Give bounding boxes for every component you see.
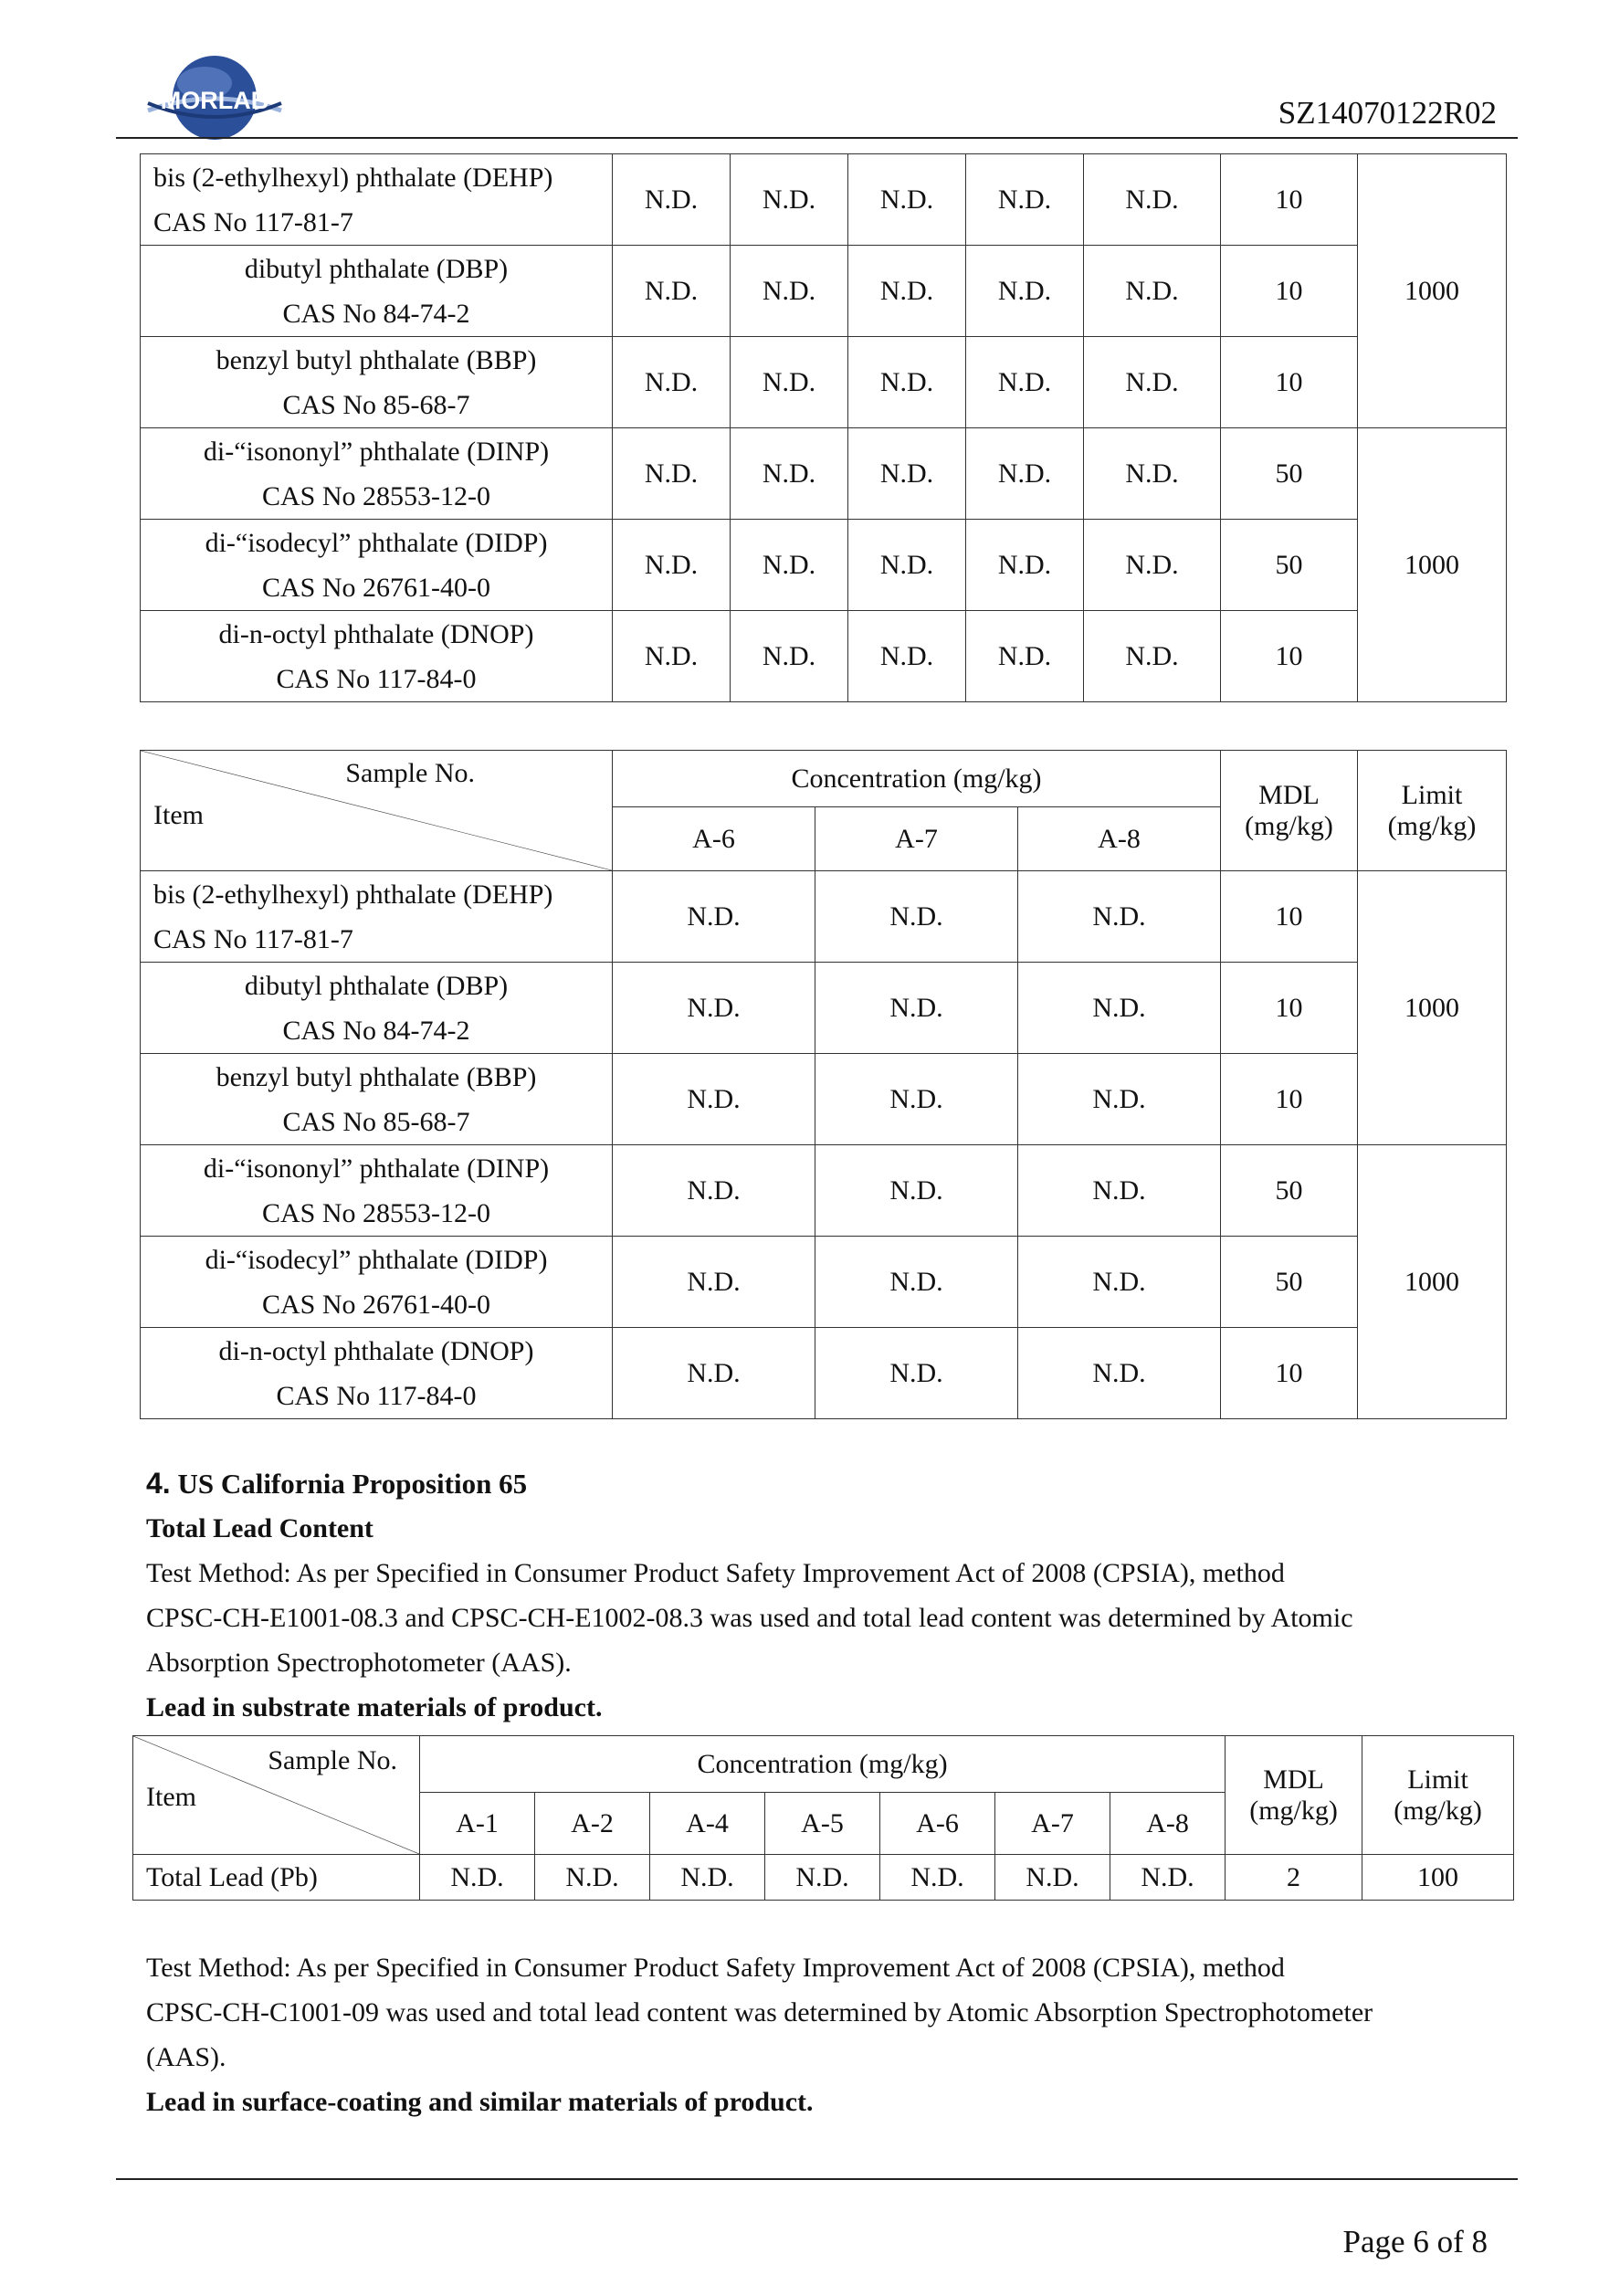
cas-number: CAS No 117-84-0 [276,1380,477,1411]
substance-cell [141,1145,613,1237]
result-cell: N.D. [966,246,1084,337]
substance-name: benzyl butyl phthalate (BBP) [216,344,537,375]
table-row [141,611,1507,702]
substance-name: di-“isodecyl” phthalate (DIDP) [205,1244,548,1275]
result-cell: N.D. [995,1855,1110,1901]
cas-number: CAS No 117-84-0 [276,663,477,694]
result-cell: N.D. [966,337,1084,428]
method-text-2: Test Method: As per Specified in Consumer Product Safety Improvement Act of 2008 (CPSIA), method CPSC-CH-C1001-09 was used and total lead content was determined by Atomic Absorption Spectrophotometer (AAS). [146,1953,1373,2072]
result-cell: N.D. [420,1855,535,1901]
table-row [141,337,1507,428]
table-row [133,1855,1514,1901]
sample-header: A-6 [613,807,815,871]
result-cell: N.D. [1084,520,1221,611]
result-cell: N.D. [966,611,1084,702]
sample-header: A-7 [995,1793,1110,1855]
result-cell: N.D. [1110,1855,1226,1901]
cas-number: CAS No 84-74-2 [282,1015,470,1046]
result-cell: N.D. [731,337,848,428]
result-cell: N.D. [613,611,731,702]
limit-cell: 100 [1362,1855,1514,1901]
table-row [141,520,1507,611]
result-cell: N.D. [650,1855,765,1901]
phthalates-table-part1 [140,153,1507,702]
result-cell: N.D. [613,1237,815,1328]
result-cell: N.D. [613,246,731,337]
result-cell: N.D. [815,1237,1018,1328]
substance-cell [141,871,613,963]
result-cell: N.D. [1084,246,1221,337]
substance-cell [141,1328,613,1419]
phthalates-table-part2 [140,750,1507,1419]
result-cell: N.D. [613,520,731,611]
mdl-cell: 10 [1221,1054,1358,1145]
sample-header: A-8 [1110,1793,1226,1855]
mdl-cell: 10 [1221,611,1358,702]
result-cell: N.D. [613,1328,815,1419]
method-block-2 [146,1945,1479,2124]
concentration-header: Concentration (mg/kg) [613,751,1221,807]
sample-header: A-5 [765,1793,880,1855]
morlab-logo [146,50,283,151]
limit-cell: 1000 [1358,428,1507,702]
substance-cell [141,520,613,611]
header-diagonal-cell [133,1736,420,1855]
mdl-cell: 10 [1221,154,1358,246]
limit-cell: 1000 [1358,1145,1507,1419]
item-label: Item [146,1782,196,1812]
result-cell: N.D. [731,246,848,337]
substance-cell [141,1237,613,1328]
result-cell: N.D. [966,520,1084,611]
page-number: Page 6 of 8 [1342,2224,1488,2259]
result-cell: N.D. [1018,871,1221,963]
result-cell: N.D. [815,963,1018,1054]
limit-header: Limit (mg/kg) [1358,751,1507,871]
result-cell: N.D. [815,871,1018,963]
row-label: Total Lead (Pb) [133,1855,420,1901]
footer-rule [116,2178,1518,2180]
table-row [141,428,1507,520]
result-cell: N.D. [1084,154,1221,246]
total-lead-table [132,1735,1514,1901]
table-row [141,963,1507,1054]
substance-name: di-n-octyl phthalate (DNOP) [218,1335,534,1366]
mdl-header: MDL (mg/kg) [1226,1736,1362,1855]
mdl-cell: 2 [1226,1855,1362,1901]
mdl-cell: 10 [1221,1328,1358,1419]
table-row [141,246,1507,337]
substance-name: bis (2-ethylhexyl) phthalate (DEHP) [153,879,553,910]
result-cell: N.D. [1018,1145,1221,1237]
cas-number: CAS No 26761-40-0 [261,1289,490,1320]
table-row [141,1237,1507,1328]
table-row [141,871,1507,963]
result-cell: N.D. [848,520,966,611]
result-cell: N.D. [731,154,848,246]
result-cell: N.D. [815,1145,1018,1237]
result-cell: N.D. [613,871,815,963]
sample-header: A-2 [535,1793,650,1855]
result-cell: N.D. [1084,428,1221,520]
mdl-cell: 10 [1221,963,1358,1054]
cas-number: CAS No 84-74-2 [282,298,470,329]
table-row [141,1145,1507,1237]
mdl-cell: 10 [1221,246,1358,337]
result-cell: N.D. [1018,1054,1221,1145]
result-cell: N.D. [731,611,848,702]
result-cell: N.D. [613,428,731,520]
result-cell: N.D. [848,428,966,520]
sample-no-label: Sample No. [268,1745,397,1775]
table-row [141,1328,1507,1419]
table-row [141,154,1507,246]
table-row [141,1054,1507,1145]
substance-name: di-n-octyl phthalate (DNOP) [218,618,534,649]
limit-header: Limit (mg/kg) [1362,1736,1514,1855]
substance-name: bis (2-ethylhexyl) phthalate (DEHP) [153,162,553,193]
cas-number: CAS No 117-81-7 [153,206,353,237]
result-cell: N.D. [1018,963,1221,1054]
substance-name: dibutyl phthalate (DBP) [244,970,509,1001]
mdl-cell: 50 [1221,520,1358,611]
result-cell: N.D. [613,1054,815,1145]
result-cell: N.D. [848,154,966,246]
result-cell: N.D. [1084,611,1221,702]
sample-header: A-8 [1018,807,1221,871]
result-cell: N.D. [765,1855,880,1901]
limit-cell: 1000 [1358,154,1507,428]
result-cell: N.D. [815,1054,1018,1145]
header-rule [116,137,1518,139]
method-text-1: Test Method: As per Specified in Consumer Product Safety Improvement Act of 2008 (CPSIA), method CPSC-CH-E1001-08.3 and CPSC-CH-E1002-08.3 was used and total lead content was determined by Atomic Absorption Spectrophotometer (AAS). [146,1558,1353,1678]
substance-name: dibutyl phthalate (DBP) [244,253,509,284]
result-cell: N.D. [535,1855,650,1901]
mdl-cell: 50 [1221,1145,1358,1237]
substance-name: di-“isodecyl” phthalate (DIDP) [205,527,548,558]
result-cell: N.D. [966,154,1084,246]
result-cell: N.D. [1018,1328,1221,1419]
section-4 [146,1461,1479,1730]
result-cell: N.D. [613,963,815,1054]
report-number: SZ14070122R02 [1278,95,1497,131]
result-cell: N.D. [1084,337,1221,428]
result-cell: N.D. [613,154,731,246]
cas-number: CAS No 85-68-7 [282,389,470,420]
result-cell: N.D. [731,428,848,520]
result-cell: N.D. [613,337,731,428]
result-cell: N.D. [880,1855,995,1901]
mdl-header: MDL (mg/kg) [1221,751,1358,871]
substance-cell [141,1054,613,1145]
sample-header: A-4 [650,1793,765,1855]
cas-number: CAS No 85-68-7 [282,1106,470,1137]
substance-cell [141,154,613,246]
sample-no-label: Sample No. [345,758,475,788]
substance-name: di-“isononyl” phthalate (DINP) [203,1153,550,1184]
substance-name: benzyl butyl phthalate (BBP) [216,1061,537,1092]
result-cell: N.D. [1018,1237,1221,1328]
result-cell: N.D. [731,520,848,611]
sample-header: A-7 [815,807,1018,871]
sample-header: A-1 [420,1793,535,1855]
limit-cell: 1000 [1358,871,1507,1145]
result-cell: N.D. [613,1145,815,1237]
substance-cell [141,428,613,520]
item-label: Item [153,800,204,830]
section-subtitle: Total Lead Content [146,1513,373,1543]
sample-header: A-6 [880,1793,995,1855]
cas-number: CAS No 117-81-7 [153,923,353,954]
mdl-cell: 10 [1221,337,1358,428]
cas-number: CAS No 28553-12-0 [261,480,490,511]
substance-cell [141,963,613,1054]
cas-number: CAS No 28553-12-0 [261,1197,490,1228]
header-diagonal-cell [141,751,613,871]
result-cell: N.D. [966,428,1084,520]
cas-number: CAS No 26761-40-0 [261,572,490,603]
substance-cell [141,246,613,337]
result-cell: N.D. [848,337,966,428]
logo-text: MORLAB [160,87,269,114]
concentration-header: Concentration (mg/kg) [420,1736,1226,1793]
mdl-cell: 50 [1221,428,1358,520]
coating-heading: Lead in surface-coating and similar materials of product. [146,2087,814,2117]
substance-cell [141,337,613,428]
mdl-cell: 50 [1221,1237,1358,1328]
section-title: 4. US California Proposition 65 [146,1467,528,1500]
substrate-heading: Lead in substrate materials of product. [146,1692,603,1722]
result-cell: N.D. [815,1328,1018,1419]
substance-cell [141,611,613,702]
mdl-cell: 10 [1221,871,1358,963]
result-cell: N.D. [848,246,966,337]
result-cell: N.D. [848,611,966,702]
substance-name: di-“isononyl” phthalate (DINP) [203,436,550,467]
